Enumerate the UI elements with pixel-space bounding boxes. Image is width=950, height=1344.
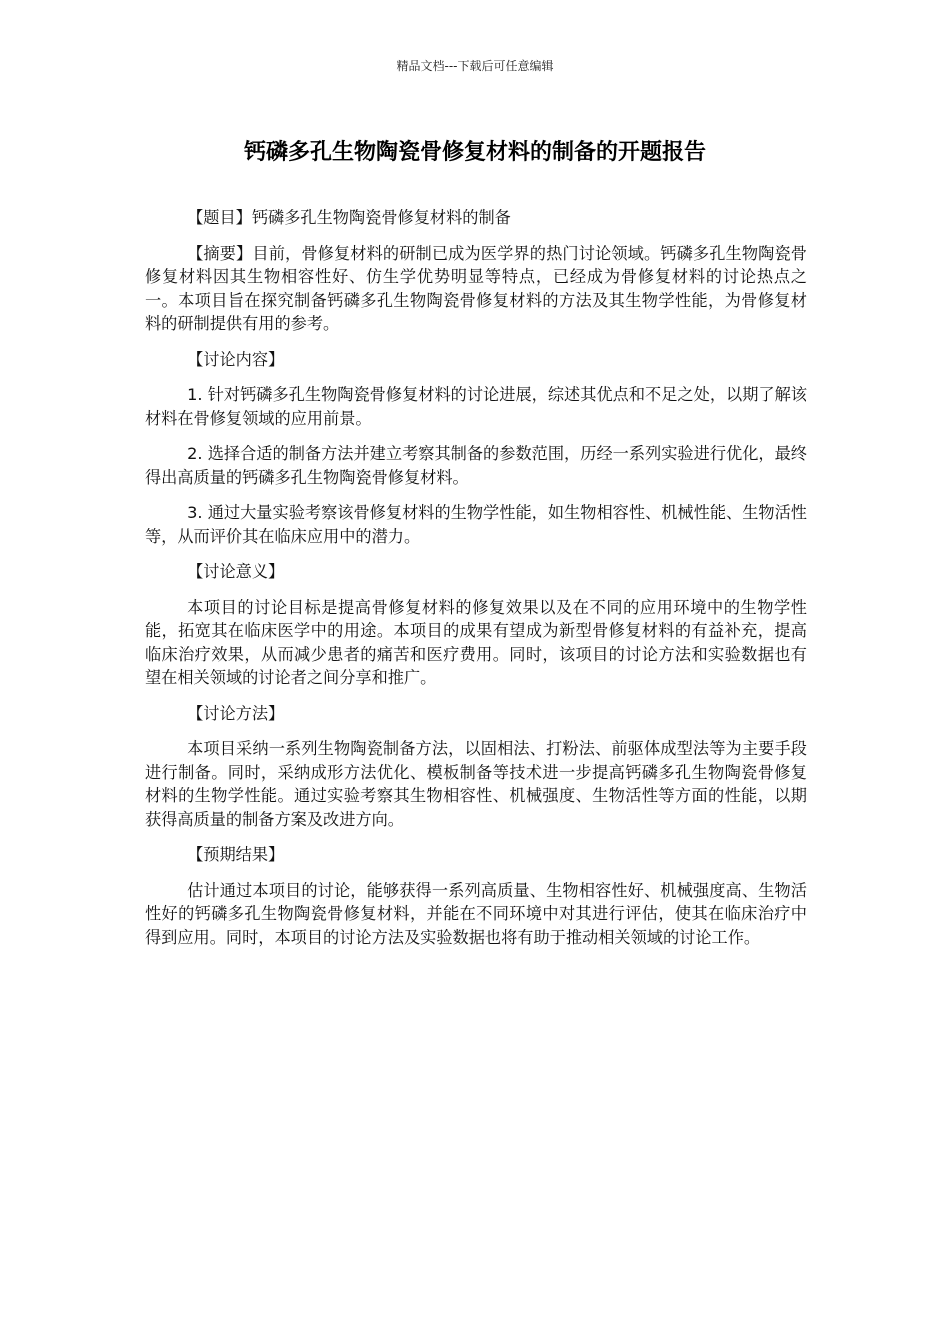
method-heading: 【讨论方法】 <box>187 703 285 723</box>
document-title: 钙磷多孔生物陶瓷骨修复材料的制备的开题报告 <box>243 140 706 165</box>
results-heading: 【预期结果】 <box>187 845 285 864</box>
header-note: 精品文档---下载后可任意编辑 <box>396 59 554 73</box>
content-heading: 【讨论内容】 <box>187 349 285 369</box>
topic-line: 【题目】钙磷多孔生物陶瓷骨修复材料的制备 <box>187 208 511 227</box>
method-paragraph: 本项目采纳一系列生物陶瓷制备方法，以固相法、打粉法、前驱体成型法等为主要手段进行制备。同时，采纳成形方法优化、模板制备等技术进一步提高钙磷多孔生物陶瓷骨修复材料的生物学性能。通过实验考察其生物相容性、机械强度、生物活性等方面的性能，以期获得高质量的制备方案及改进方向。 <box>145 739 807 829</box>
abstract-paragraph: 【摘要】目前，骨修复材料的研制已成为医学界的热门讨论领域。钙磷多孔生物陶瓷骨修复材料因其生物相容性好、仿生学优势明显等特点，已经成为骨修复材料的讨论热点之一。本项目旨在探究制备钙磷多孔生物陶瓷骨修复材料的方法及其生物学性能，为骨修复材料的研制提供有用的参考。 <box>145 243 807 333</box>
content-item-3: 3. 通过大量实验考察该骨修复材料的生物学性能，如生物相容性、机械性能、生物活性等，从而评价其在临床应用中的潜力。 <box>145 503 807 546</box>
document-body <box>145 206 807 961</box>
results-paragraph: 估计通过本项目的讨论，能够获得一系列高质量、生物相容性好、机械强度高、生物活性好的钙磷多孔生物陶瓷骨修复材料，并能在不同环境中对其进行评估，使其在临床治疗中得到应用。同时，本项目的讨论方法及实验数据也将有助于推动相关领域的讨论工作。 <box>145 880 807 947</box>
content-item-1: 1. 针对钙磷多孔生物陶瓷骨修复材料的讨论进展，综述其优点和不足之处，以期了解该材料在骨修复领域的应用前景。 <box>145 385 807 428</box>
significance-paragraph: 本项目的讨论目标是提高骨修复材料的修复效果以及在不同的应用环境中的生物学性能，拓宽其在临床医学中的用途。本项目的成果有望成为新型骨修复材料的有益补充，提高临床治疗效果，从而减少患者的痛苦和医疗费用。同时，该项目的讨论方法和实验数据也有望在相关领域的讨论者之间分享和推广。 <box>145 597 807 687</box>
content-item-2: 2. 选择合适的制备方法并建立考察其制备的参数范围，历经一系列实验进行优化，最终得出高质量的钙磷多孔生物陶瓷骨修复材料。 <box>145 444 807 487</box>
significance-heading: 【讨论意义】 <box>187 562 285 581</box>
